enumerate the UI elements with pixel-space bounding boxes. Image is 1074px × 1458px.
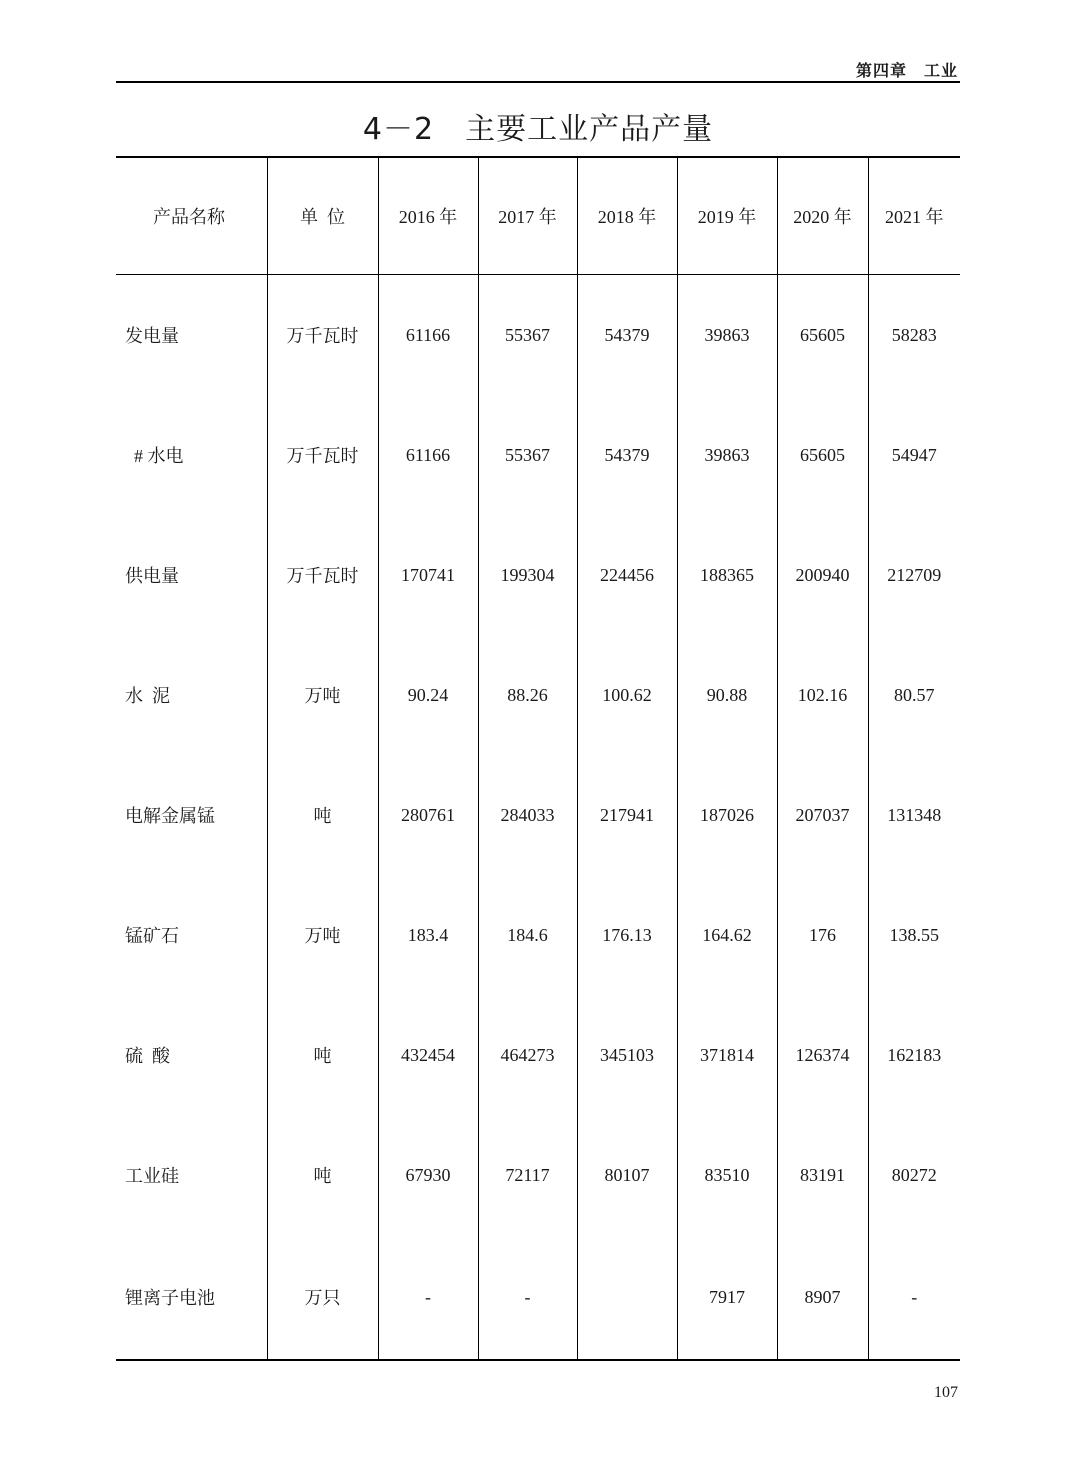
value-cell: 39863 bbox=[677, 275, 777, 396]
column-header-unit: 单 位 bbox=[267, 157, 378, 275]
value-cell: 207037 bbox=[777, 755, 868, 875]
value-cell: 162183 bbox=[868, 995, 960, 1115]
unit-cell: 吨 bbox=[267, 1115, 378, 1235]
value-cell: 188365 bbox=[677, 515, 777, 635]
product-name-cell: 锂离子电池 bbox=[116, 1235, 267, 1360]
value-cell bbox=[577, 1235, 677, 1360]
table-header-row bbox=[116, 157, 960, 275]
product-name-cell: 电解金属锰 bbox=[125, 806, 215, 826]
product-name-cell: 锰矿石 bbox=[125, 926, 179, 946]
value-cell: 54947 bbox=[868, 395, 960, 515]
value-cell: 58283 bbox=[868, 275, 960, 396]
unit-cell: 吨 bbox=[267, 995, 378, 1115]
value-cell: 90.24 bbox=[378, 635, 478, 755]
value-cell: 200940 bbox=[777, 515, 868, 635]
value-cell: 126374 bbox=[777, 995, 868, 1115]
value-cell: 131348 bbox=[868, 755, 960, 875]
unit-cell: 万吨 bbox=[267, 875, 378, 995]
value-cell: 371814 bbox=[677, 995, 777, 1115]
table-row bbox=[116, 1235, 960, 1360]
value-cell: 83510 bbox=[677, 1115, 777, 1235]
value-cell: 54379 bbox=[577, 275, 677, 396]
value-cell: 61166 bbox=[378, 395, 478, 515]
value-cell: 100.62 bbox=[577, 635, 677, 755]
value-cell: 90.88 bbox=[677, 635, 777, 755]
unit-cell: 吨 bbox=[267, 755, 378, 875]
value-cell: 72117 bbox=[478, 1115, 577, 1235]
value-cell: 80272 bbox=[868, 1115, 960, 1235]
value-cell: 217941 bbox=[577, 755, 677, 875]
value-cell: 432454 bbox=[378, 995, 478, 1115]
page-number: 107 bbox=[934, 1384, 958, 1401]
table-body bbox=[116, 275, 960, 1361]
value-cell: 39863 bbox=[677, 395, 777, 515]
unit-cell: 万千瓦时 bbox=[267, 515, 378, 635]
value-cell: 170741 bbox=[378, 515, 478, 635]
value-cell: 212709 bbox=[868, 515, 960, 635]
product-name-cell: 水 泥 bbox=[125, 686, 170, 706]
value-cell: 65605 bbox=[777, 275, 868, 396]
value-cell: 184.6 bbox=[478, 875, 577, 995]
value-cell: 7917 bbox=[677, 1235, 777, 1360]
unit-cell: 万千瓦时 bbox=[267, 275, 378, 396]
table-row bbox=[116, 275, 960, 396]
table-title: 4－2 主要工业产品产量 bbox=[362, 112, 714, 147]
value-cell: - bbox=[378, 1235, 478, 1360]
value-cell: 183.4 bbox=[378, 875, 478, 995]
value-cell: 164.62 bbox=[677, 875, 777, 995]
value-cell: 55367 bbox=[478, 275, 577, 396]
product-name-cell: # 水电 bbox=[125, 446, 184, 466]
table-row bbox=[116, 1115, 960, 1235]
value-cell: 80.57 bbox=[868, 635, 960, 755]
value-cell: - bbox=[478, 1235, 577, 1360]
value-cell: 8907 bbox=[777, 1235, 868, 1360]
value-cell: 176.13 bbox=[577, 875, 677, 995]
value-cell: 80107 bbox=[577, 1115, 677, 1235]
column-header-year: 2018 年 bbox=[577, 157, 677, 275]
production-table bbox=[116, 156, 960, 1361]
table-row bbox=[116, 515, 960, 635]
value-cell: 187026 bbox=[677, 755, 777, 875]
table-row bbox=[116, 635, 960, 755]
value-cell: 199304 bbox=[478, 515, 577, 635]
value-cell: 88.26 bbox=[478, 635, 577, 755]
value-cell: 138.55 bbox=[868, 875, 960, 995]
value-cell: 55367 bbox=[478, 395, 577, 515]
value-cell: 464273 bbox=[478, 995, 577, 1115]
value-cell: 284033 bbox=[478, 755, 577, 875]
value-cell: 67930 bbox=[378, 1115, 478, 1235]
product-name-cell: 发电量 bbox=[125, 326, 179, 346]
product-name-cell: 硫 酸 bbox=[125, 1046, 170, 1066]
column-header-year: 2021 年 bbox=[868, 157, 960, 275]
table-row bbox=[116, 875, 960, 995]
column-header-year: 2019 年 bbox=[677, 157, 777, 275]
column-header-product: 产品名称 bbox=[116, 157, 267, 275]
table-row bbox=[116, 395, 960, 515]
table-row bbox=[116, 995, 960, 1115]
table-row bbox=[116, 755, 960, 875]
column-header-year: 2017 年 bbox=[478, 157, 577, 275]
value-cell: 345103 bbox=[577, 995, 677, 1115]
column-header-year: 2016 年 bbox=[378, 157, 478, 275]
value-cell: - bbox=[868, 1235, 960, 1360]
value-cell: 83191 bbox=[777, 1115, 868, 1235]
value-cell: 65605 bbox=[777, 395, 868, 515]
product-name-cell: 供电量 bbox=[125, 566, 179, 586]
unit-cell: 万千瓦时 bbox=[267, 395, 378, 515]
header-rule bbox=[116, 81, 960, 83]
product-name-cell: 工业硅 bbox=[125, 1166, 179, 1186]
value-cell: 61166 bbox=[378, 275, 478, 396]
unit-cell: 万只 bbox=[267, 1235, 378, 1360]
column-header-year: 2020 年 bbox=[777, 157, 868, 275]
chapter-header: 第四章 工业 bbox=[855, 61, 958, 80]
value-cell: 280761 bbox=[378, 755, 478, 875]
value-cell: 54379 bbox=[577, 395, 677, 515]
unit-cell: 万吨 bbox=[267, 635, 378, 755]
value-cell: 102.16 bbox=[777, 635, 868, 755]
value-cell: 176 bbox=[777, 875, 868, 995]
value-cell: 224456 bbox=[577, 515, 677, 635]
